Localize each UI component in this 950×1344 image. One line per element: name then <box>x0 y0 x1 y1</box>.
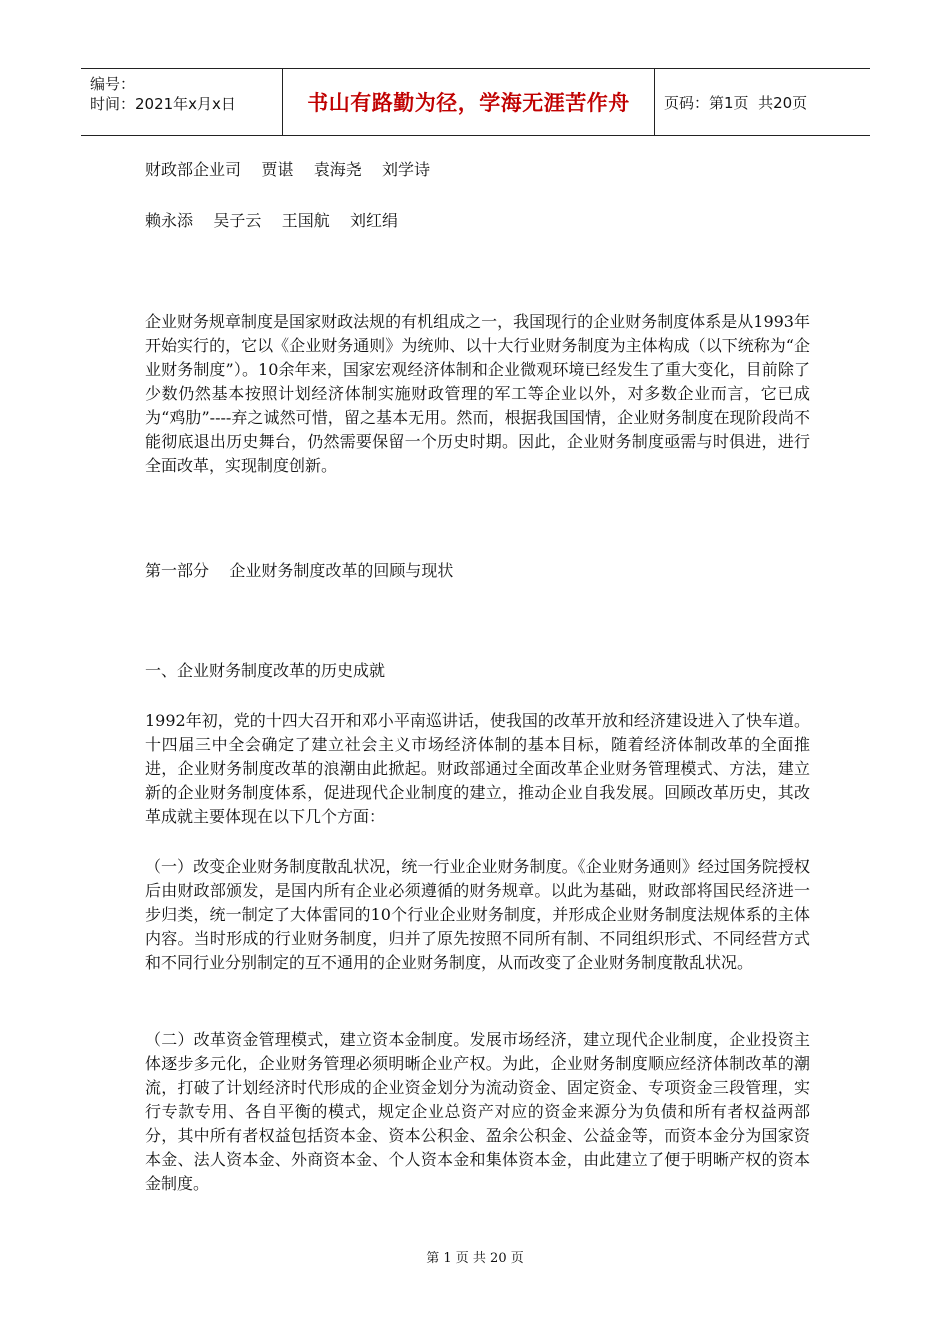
intro-paragraph-block <box>145 310 810 478</box>
paragraph-2-block <box>145 855 810 975</box>
part-heading-block <box>145 561 810 581</box>
date-label: 时间：2021年x月x日 <box>90 95 236 113</box>
page-footer: 第 1 页 共 20 页 <box>426 1251 524 1266</box>
number-label: 编号： <box>90 75 136 93</box>
paragraph-1: 1992年初，党的十四大召开和邓小平南巡讲话，使我国的改革开放和经济建设进入了快车道。十四届三中全会确定了建立社会主义市场经济体制的基本目标，随着经济体制改革的全面推进，企业财务制度改革的浪潮由此掀起。财政部通过全面改革企业财务管理模式、方法，建立新的企业财务制度体系，促进现代企业制度的建立，推动企业自我发展。回顾改革历史，其改革成就主要体现在以下几个方面： <box>145 711 810 826</box>
page-info-text: 页码：第1页 共20页 <box>664 93 808 112</box>
authors-text-2: 赖永添 吴子云 王国航 刘红绢 <box>145 211 399 230</box>
paragraph-3: （二）改革资金管理模式，建立资本金制度。发展市场经济，建立现代企业制度，企业投资主体逐步多元化，企业财务管理必须明晰企业产权。为此，企业财务制度顺应经济体制改革的潮流，打破了计划经济时代形成的企业资金划分为流动资金、固定资金、专项资金三段管理，实行专款专用、各自平衡的模式，规定企业总资产对应的资金来源分为负债和所有者权益两部分，其中所有者权益包括资本金、资本公积金、盈余公积金、公益金等，而资本金分为国家资本金、法人资本金、外商资本金、个人资本金和集体资本金，由此建立了便于明晰产权的资本金制度。 <box>145 1030 810 1193</box>
authors-text-1: 财政部企业司 贾谌 袁海尧 刘学诗 <box>145 160 431 179</box>
authors-line-1 <box>145 160 810 180</box>
paragraph-2: （一）改变企业财务制度散乱状况，统一行业企业财务制度。《企业财务通则》经过国务院授权后由财政部颁发，是国内所有企业必须遵循的财务规章。以此为基础，财政部将国民经济进一步归类，统一制定了大体雷同的10个行业企业财务制度，并形成企业财务制度法规体系的主体内容。当时形成的行业财务制度，归并了原先按照不同所有制、不同组织形式、不同经营方式和不同行业分别制定的互不通用的企业财务制度，从而改变了企业财务制度散乱状况。 <box>145 857 810 972</box>
document-header <box>81 68 870 136</box>
header-motto: 书山有路勤为径，学海无涯苦作舟 <box>282 69 655 135</box>
paragraph-3-block <box>145 1028 810 1196</box>
header-page-info <box>655 69 870 135</box>
authors-line-2 <box>145 211 810 231</box>
section-heading: 一、企业财务制度改革的历史成就 <box>145 661 386 680</box>
paragraph-1-block <box>145 709 810 829</box>
section-heading-block <box>145 661 810 681</box>
header-meta <box>81 69 282 135</box>
part-heading: 第一部分 企业财务制度改革的回顾与现状 <box>145 561 454 580</box>
intro-paragraph: 企业财务规章制度是国家财政法规的有机组成之一，我国现行的企业财务制度体系是从1993年开始实行的，它以《企业财务通则》为统帅、以十大行业财务制度为主体构成（以下统称为“企业财务制度”）。10余年来，国家宏观经济体制和企业微观环境已经发生了重大变化，目前除了少数仍然基本按照计划经济体制实施财政管理的军工等企业以外，对多数企业而言，它已成为“鸡肋”----弃之诚然可惜，留之基本无用。然而，根据我国国情，企业财务制度在现阶段尚不能彻底退出历史舞台，仍然需要保留一个历史时期。因此，企业财务制度亟需与时俱进，进行全面改革，实现制度创新。 <box>145 312 810 475</box>
